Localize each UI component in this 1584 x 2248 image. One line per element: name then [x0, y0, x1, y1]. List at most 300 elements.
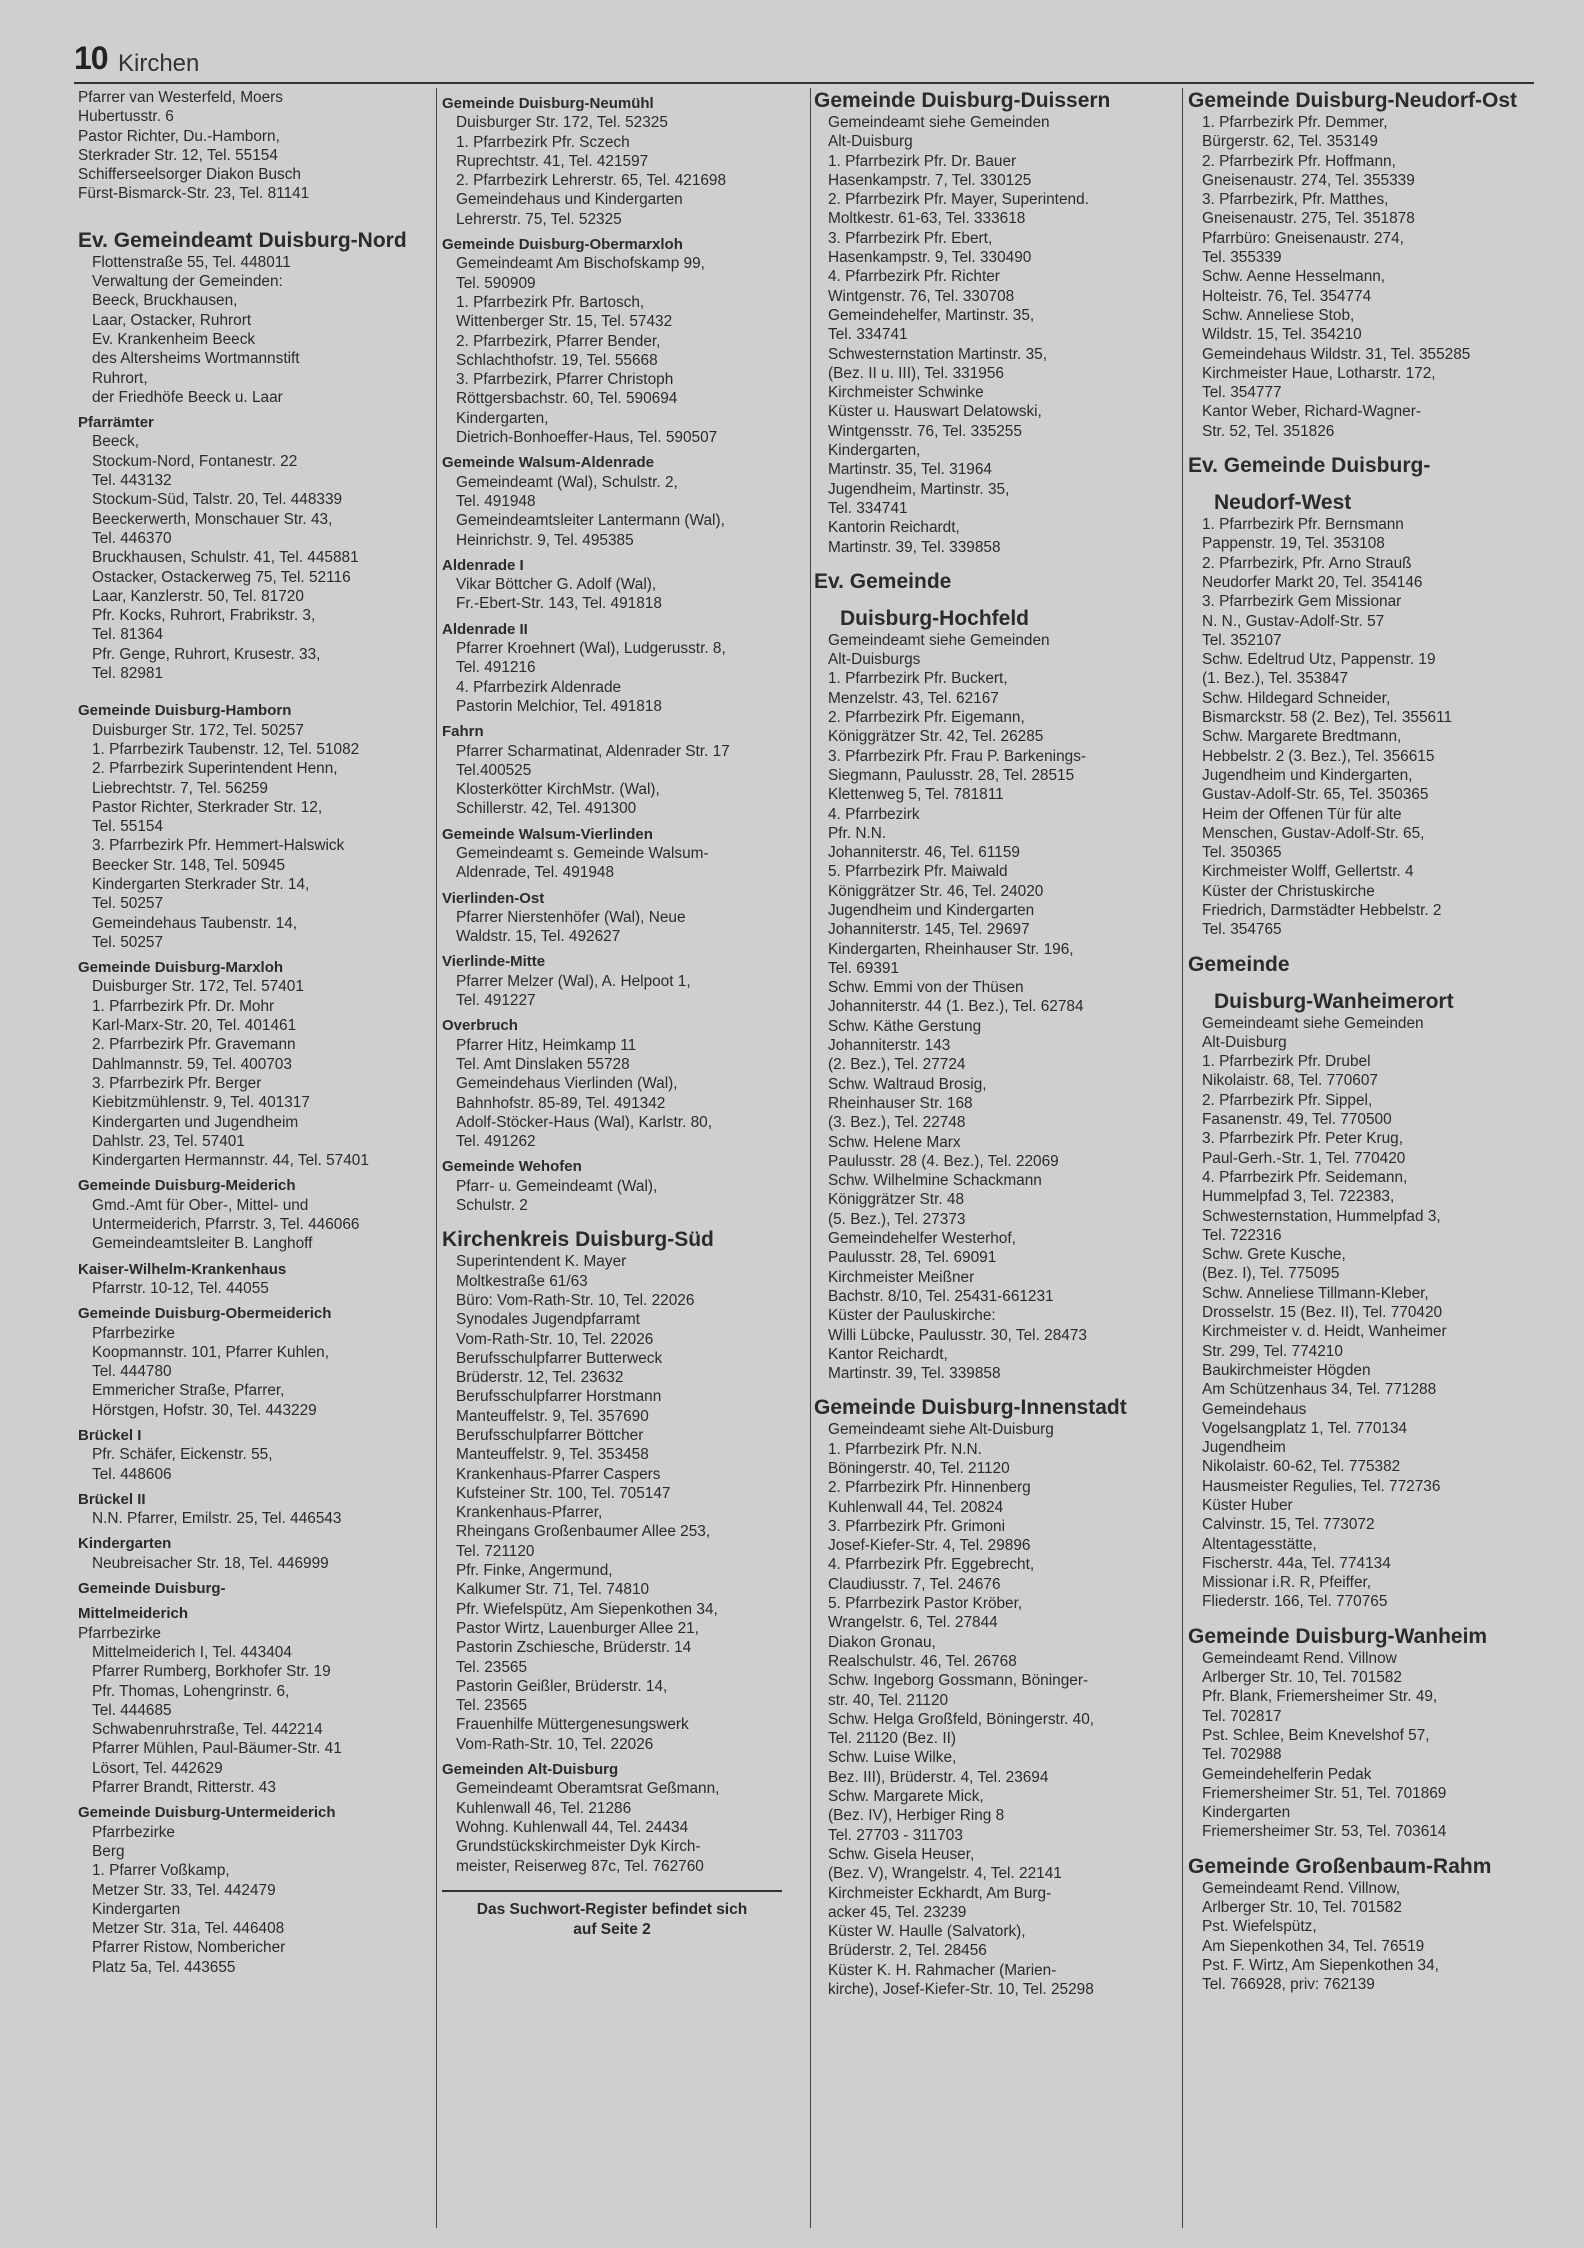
entry-line: 2. Pfarrbezirk, Pfr. Arno Strauß [1202, 554, 1412, 572]
entry-heading: Vierlinde-Mitte [442, 953, 546, 971]
entry-line: Kindergarten, [456, 409, 549, 427]
entry-line: Schw. Gisela Heuser, [828, 1845, 975, 1863]
entry-line: Tel.400525 [456, 761, 532, 779]
entry-line: Pappenstr. 19, Tel. 353108 [1202, 535, 1385, 553]
entry-line: Jugendheim [1202, 1439, 1286, 1457]
entry-line: Königgrätzer Str. 48 [828, 1191, 965, 1209]
entry-line: Schw. Käthe Gerstung [828, 1017, 982, 1035]
entry-line: Heinrichstr. 9, Tel. 495385 [456, 531, 634, 549]
entry-line: Kindergarten [1202, 1804, 1291, 1822]
entry-line: Schw. Wilhelmine Schackmann [828, 1172, 1042, 1190]
register-notice [442, 1890, 782, 1940]
entry-line: Koopmannstr. 101, Pfarrer Kuhlen, [92, 1343, 329, 1361]
entry-line: Adolf-Stöcker-Haus (Wal), Karlstr. 80, [456, 1113, 713, 1131]
entry-line: 1. Pfarrbezirk Pfr. Demmer, [1202, 114, 1388, 131]
directory-column-1 [78, 88, 436, 2238]
entry-lines [814, 113, 1180, 557]
section-heading: Gemeinde Duisburg-Wanheim [1188, 1624, 1488, 1648]
entry-lines [442, 742, 808, 819]
entry-lines [1188, 515, 1534, 940]
entry-line: 2. Pfarrbezirk, Pfarrer Bender, [456, 332, 661, 350]
entry-line: (1. Bez.), Tel. 353847 [1202, 670, 1349, 688]
entry-heading: Gemeinden Alt-Duisburg [442, 1761, 619, 1779]
entry-line: Pst. Wiefelspütz, [1202, 1918, 1317, 1936]
entry-line: Hasenkampstr. 9, Tel. 330490 [828, 249, 1032, 267]
entry-line: Tel. 334741 [828, 326, 908, 344]
entry-line: Rheinhauser Str. 168 [828, 1094, 973, 1112]
entry-line: Fischerstr. 44a, Tel. 774134 [1202, 1554, 1391, 1572]
entry-line: Gneisenaustr. 274, Tel. 355339 [1202, 171, 1415, 189]
entry-line: Dahlmannstr. 59, Tel. 400703 [92, 1055, 292, 1073]
entry-heading: Aldenrade II [442, 620, 528, 638]
entry-line: Tel. 443132 [92, 472, 172, 490]
entry-line: 2. Pfarrbezirk Pfr. Gravemann [92, 1036, 296, 1054]
entry-line: Schw. Emmi von der Thüsen [828, 979, 1024, 997]
entry-line: Schw. Ingeborg Gossmann, Böninger- [828, 1672, 1089, 1690]
entry-line: Schw. Margarete Bredtmann, [1202, 728, 1402, 746]
entry-line: Gemeindehaus Wildstr. 31, Tel. 355285 [1202, 345, 1471, 363]
entry-line: 2. Pfarrbezirk Pfr. Eigemann, [828, 709, 1025, 727]
entry-line: Tel. 23565 [456, 1658, 528, 1676]
entry-line: Pfarrer Mühlen, Paul-Bäumer-Str. 41 [92, 1740, 342, 1758]
entry-line: Tel. 354777 [1202, 384, 1282, 402]
section-heading: Kirchenkreis Duisburg-Süd [442, 1228, 714, 1252]
entry-line: Schw. Waltraud Brosig, [828, 1075, 987, 1093]
entry-heading: Gemeinde Duisburg- [78, 1580, 226, 1598]
entry-line: Pfarrer Brandt, Ritterstr. 43 [92, 1779, 276, 1797]
entry-heading: Gemeinde Duisburg-Meiderich [78, 1177, 296, 1195]
entry-line: Gemeindehaus [1202, 1400, 1307, 1418]
entry-line: Tel. 702817 [1202, 1707, 1282, 1725]
notice-line: Das Suchwort-Register befindet sich [476, 1900, 748, 1918]
entry-lines [442, 908, 808, 947]
entry-line: Calvinstr. 15, Tel. 773072 [1202, 1516, 1375, 1534]
page-section-title: Kirchen [118, 50, 200, 77]
entry-line: Pfarrbezirke [92, 1324, 175, 1342]
entry-line: Laar, Kanzlerstr. 50, Tel. 81720 [92, 587, 304, 605]
entry-heading: Aldenrade I [442, 556, 524, 574]
entry-line: Paulusstr. 28, Tel. 69091 [828, 1249, 997, 1267]
entry-lines [442, 1252, 808, 1754]
entry-line: Berufsschulpfarrer Horstmann [456, 1388, 662, 1406]
entry-line: 3. Pfarrbezirk Pfr. Ebert, [828, 229, 993, 247]
entry-line: Pfarrer Ristow, Nombericher [92, 1939, 286, 1957]
entry-line: Schw. Helga Großfeld, Böningerstr. 40, [828, 1710, 1095, 1728]
entry-line: Vogelsangplatz 1, Tel. 770134 [1202, 1419, 1408, 1437]
entry-line: Friemersheimer Str. 51, Tel. 701869 [1202, 1784, 1447, 1802]
entry-line: Frauenhilfe Müttergenesungswerk [456, 1716, 689, 1734]
entry-line: Tel. 334741 [828, 499, 908, 517]
entry-line: Neudorfer Markt 20, Tel. 354146 [1202, 573, 1423, 591]
entry-lines [1188, 1879, 1534, 1995]
entry-lines [442, 1779, 808, 1875]
entry-line: 3. Pfarrbezirk Pfr. Peter Krug, [1202, 1130, 1404, 1148]
column-divider [1182, 88, 1183, 2228]
entry-line: (2. Bez.), Tel. 27724 [828, 1056, 966, 1074]
entry-line: Bahnhofstr. 85-89, Tel. 491342 [456, 1094, 666, 1112]
entry-heading: Vierlinden-Ost [442, 889, 545, 907]
entry-line: Kufsteiner Str. 100, Tel. 705147 [456, 1484, 671, 1502]
entry-line: Tel. 50257 [92, 895, 164, 913]
entry-line: 4. Pfarrbezirk Aldenrade [456, 678, 622, 696]
entry-heading: Fahrn [442, 723, 484, 741]
entry-line: Hubertusstr. 6 [78, 108, 174, 126]
entry-line: Neubreisacher Str. 18, Tel. 446999 [92, 1554, 329, 1572]
entry-line: 3. Pfarrbezirk, Pfarrer Christoph [456, 371, 674, 389]
entry-line: Str. 52, Tel. 351826 [1202, 422, 1335, 440]
entry-line: Fr.-Ebert-Str. 143, Tel. 491818 [456, 595, 662, 613]
entry-line: Tel. 50257 [92, 933, 164, 951]
entry-line: Sterkrader Str. 12, Tel. 55154 [78, 146, 278, 164]
entry-line: Nikolaistr. 60-62, Tel. 775382 [1202, 1458, 1401, 1476]
entry-heading: Gemeinde Wehofen [442, 1158, 582, 1176]
entry-line: Pst. F. Wirtz, Am Siepenkothen 34, [1202, 1956, 1439, 1974]
entry-line: Grundstückskirchmeister Dyk Kirch- [456, 1838, 701, 1856]
entry-line: 5. Pfarrbezirk Pfr. Maiwald [828, 863, 1008, 881]
entry-line: Schifferseelsorger Diakon Busch [78, 166, 301, 184]
entry-line: Schw. Edeltrud Utz, Pappenstr. 19 [1202, 651, 1436, 669]
entry-line: Gemeindeamt siehe Gemeinden [828, 114, 1050, 131]
entry-line: Pfr. Schäfer, Eickenstr. 55, [92, 1446, 273, 1464]
entry-line: Stockum-Nord, Fontanestr. 22 [92, 452, 298, 470]
entry-line: Schw. Margarete Mick, [828, 1788, 984, 1806]
entry-heading: Pfarrämter [78, 414, 154, 432]
entry-line: Fasanenstr. 49, Tel. 770500 [1202, 1111, 1392, 1129]
entry-line: 4. Pfarrbezirk Pfr. Richter [828, 268, 1000, 286]
entry-line: 3. Pfarrbezirk Gem Missionar [1202, 593, 1402, 611]
entry-line: 2. Pfarrbezirk Pfr. Hinnenberg [828, 1479, 1031, 1497]
entry-line: des Altersheims Wortmannstift [92, 350, 300, 368]
entry-line: Manteuffelstr. 9, Tel. 353458 [456, 1446, 649, 1464]
entry-line: 1. Pfarrbezirk Pfr. Dr. Mohr [92, 997, 275, 1015]
entry-heading: Brückel II [78, 1490, 146, 1508]
entry-line: Gemeindeamt s. Gemeinde Walsum- [456, 844, 709, 862]
entry-line: Krankenhaus-Pfarrer Caspers [456, 1465, 661, 1483]
entry-line: Wittenberger Str. 15, Tel. 57432 [456, 313, 673, 331]
entry-line: Pst. Schlee, Beim Knevelshof 57, [1202, 1726, 1430, 1744]
entry-lines [1188, 1649, 1534, 1842]
entry-line: Menschen, Gustav-Adolf-Str. 65, [1202, 824, 1425, 842]
entry-lines [78, 1445, 436, 1484]
entry-lines [78, 977, 436, 1170]
notice-line: auf Seite 2 [573, 1920, 651, 1938]
entry-line: Fliederstr. 166, Tel. 770765 [1202, 1593, 1388, 1611]
entry-line: Lehrerstr. 75, Tel. 52325 [456, 210, 622, 228]
entry-line: meister, Reiserweg 87c, Tel. 762760 [456, 1857, 704, 1875]
entry-line: Tel. 444780 [92, 1363, 172, 1381]
entry-line: Pastorin Zschiesche, Brüderstr. 14 [456, 1639, 692, 1657]
entry-lines [78, 721, 436, 953]
entry-line: Hasenkampstr. 7, Tel. 330125 [828, 171, 1032, 189]
entry-line: Pastor Richter, Du.-Hamborn, [78, 127, 280, 145]
entry-line: Altentagesstätte, [1202, 1535, 1317, 1553]
entry-line: 2. Pfarrbezirk Superintendent Henn, [92, 760, 338, 778]
spacer [78, 204, 436, 216]
entry-lines [78, 1823, 436, 1977]
entry-lines [78, 253, 436, 407]
entry-line: Kantor Weber, Richard-Wagner- [1202, 403, 1421, 421]
entry-line: Tel. 590909 [456, 274, 536, 292]
entry-line: Pfarrbezirke [92, 1823, 175, 1841]
entry-line: Vom-Rath-Str. 10, Tel. 22026 [456, 1735, 654, 1753]
entry-line: Realschulstr. 46, Tel. 26768 [828, 1652, 1017, 1670]
entry-line: Gmd.-Amt für Ober-, Mittel- und [92, 1196, 309, 1214]
entry-lines [78, 88, 436, 204]
entry-line: Brüderstr. 2, Tel. 28456 [828, 1942, 987, 1960]
entry-line: 2. Pfarrbezirk Pfr. Sippel, [1202, 1091, 1373, 1109]
section-heading: Gemeinde Duisburg-Duissern [814, 89, 1111, 112]
entry-line: Pfarrer Nierstenhöfer (Wal), Neue [456, 908, 686, 926]
entry-line: Pfarrbezirke [78, 1624, 161, 1642]
entry-line: acker 45, Tel. 23239 [828, 1903, 967, 1921]
entry-line: Pfr. Genge, Ruhrort, Krusestr. 33, [92, 645, 321, 663]
entry-line: Krankenhaus-Pfarrer, [456, 1504, 603, 1522]
entry-lines [442, 972, 808, 1011]
entry-line: Tel. 766928, priv: 762139 [1202, 1976, 1375, 1994]
entry-heading: Gemeinde Walsum-Aldenrade [442, 454, 654, 472]
entry-line: str. 40, Tel. 21120 [828, 1691, 949, 1709]
entry-line: Tel. 702988 [1202, 1746, 1282, 1764]
entry-line: 1. Pfarrbezirk Pfr. Drubel [1202, 1053, 1371, 1071]
entry-line: Heim der Offenen Tür für alte [1202, 805, 1402, 823]
entry-line: Beeck, Bruckhausen, [92, 292, 238, 310]
entry-heading: Overbruch [442, 1017, 518, 1035]
entry-line: Tel. 491948 [456, 492, 536, 510]
entry-lines [78, 1509, 436, 1528]
entry-line: Claudiusstr. 7, Tel. 24676 [828, 1575, 1001, 1593]
entry-line: Königgrätzer Str. 42, Tel. 26285 [828, 728, 1044, 746]
entry-line: Hebbelstr. 2 (3. Bez.), Tel. 356615 [1202, 747, 1435, 765]
entry-line: (Bez. V), Wrangelstr. 4, Tel. 22141 [828, 1865, 1062, 1883]
entry-line: Ruhrort, [92, 369, 148, 387]
entry-lines [442, 113, 808, 229]
entry-line: Pastorin Melchior, Tel. 491818 [456, 697, 662, 715]
entry-line: Jugendheim und Kindergarten, [1202, 766, 1413, 784]
entry-line: Pfr. Finke, Angermund, [456, 1562, 613, 1580]
entry-line: Pfarrer Hitz, Heimkamp 11 [456, 1036, 637, 1054]
entry-line: Wildstr. 15, Tel. 354210 [1202, 326, 1362, 344]
entry-line: Kirchmeister Eckhardt, Am Burg- [828, 1884, 1052, 1902]
entry-line: Röttgersbachstr. 60, Tel. 590694 [456, 390, 678, 408]
entry-line: Karl-Marx-Str. 20, Tel. 401461 [92, 1017, 297, 1035]
entry-line: Küster K. H. Rahmacher (Marien- [828, 1961, 1057, 1979]
entry-line: Nikolaistr. 68, Tel. 770607 [1202, 1072, 1378, 1090]
entry-heading: Gemeinde Duisburg-Untermeiderich [78, 1804, 336, 1822]
entry-line: Küster der Pauluskirche: [828, 1307, 996, 1325]
section-heading: Gemeinde Großenbaum-Rahm [1188, 1854, 1492, 1878]
entry-line: Gustav-Adolf-Str. 65, Tel. 350365 [1202, 786, 1429, 804]
entry-line: Am Schützenhaus 34, Tel. 771288 [1202, 1381, 1437, 1399]
entry-line: Duisburger Str. 172, Tel. 52325 [456, 114, 668, 132]
entry-heading: Gemeinde Duisburg-Obermarxloh [442, 236, 683, 254]
entry-line: Kindergarten Sterkrader Str. 14, [92, 875, 310, 893]
entry-line: Tel. 444685 [92, 1701, 172, 1719]
entry-line: Johanniterstr. 44 (1. Bez.), Tel. 62784 [828, 998, 1084, 1016]
entry-lines [78, 432, 436, 683]
entry-line: Tel. 352107 [1202, 631, 1282, 649]
entry-line: Gemeindehaus Vierlinden (Wal), [456, 1075, 678, 1093]
entry-line: 2. Pfarrbezirk Pfr. Mayer, Superintend. [828, 191, 1089, 209]
entry-line: Metzer Str. 33, Tel. 442479 [92, 1881, 276, 1899]
entry-line: Friedrich, Darmstädter Hebbelstr. 2 [1202, 901, 1442, 919]
entry-line: Bürgerstr. 62, Tel. 353149 [1202, 133, 1378, 151]
entry-line: Fürst-Bismarck-Str. 23, Tel. 81141 [78, 185, 310, 203]
entry-line: Schulstr. 2 [456, 1197, 528, 1215]
section-heading: Duisburg-Hochfeld [840, 606, 1029, 630]
entry-line: Josef-Kiefer-Str. 4, Tel. 29896 [828, 1537, 1031, 1555]
page-number: 10 [74, 40, 108, 76]
entry-heading: Kaiser-Wilhelm-Krankenhaus [78, 1260, 287, 1278]
entry-lines [442, 254, 808, 447]
entry-line: Küster Huber [1202, 1497, 1293, 1514]
entry-line: Wintgenstr. 76, Tel. 330708 [828, 287, 1015, 305]
entry-line: Gemeindeamt Oberamtsrat Geßmann, [456, 1780, 720, 1798]
entry-line: Küster W. Haulle (Salvatork), [828, 1923, 1026, 1941]
entry-line: Klosterkötter KirchMstr. (Wal), [456, 781, 660, 799]
entry-line: Schw. Luise Wilke, [828, 1749, 957, 1767]
entry-line: Gemeindeamt Am Bischofskamp 99, [456, 255, 705, 273]
entry-line: Kindergarten Hermannstr. 44, Tel. 57401 [92, 1152, 369, 1170]
entry-line: Pfr. Wiefelspütz, Am Siepenkothen 34, [456, 1600, 718, 1618]
entry-line: 2. Pfarrbezirk Pfr. Hoffmann, [1202, 152, 1396, 170]
entry-line: Arlberger Str. 10, Tel. 701582 [1202, 1669, 1402, 1687]
entry-heading: Brückel I [78, 1427, 142, 1444]
entry-line: Pfr. Blank, Friemersheimer Str. 49, [1202, 1688, 1438, 1706]
entry-line: Tel. 21120 (Bez. II) [828, 1730, 957, 1748]
entry-line: Tel. 82981 [92, 665, 164, 683]
entry-heading: Gemeinde Duisburg-Marxloh [78, 959, 284, 977]
entry-line: Gemeindeamtsleiter Lantermann (Wal), [456, 512, 725, 530]
directory-column-3 [814, 88, 1180, 2238]
entry-line: Ev. Krankenheim Beeck [92, 330, 256, 348]
entry-line: Gemeindeamt (Wal), Schulstr. 2, [456, 473, 678, 491]
entry-line: kirche), Josef-Kiefer-Str. 10, Tel. 25298 [828, 1981, 1094, 1999]
entry-line: Gemeindeamt Rend. Villnow [1202, 1649, 1397, 1667]
entry-line: Metzer Str. 31a, Tel. 446408 [92, 1920, 285, 1938]
entry-line: Liebrechtstr. 7, Tel. 56259 [92, 779, 268, 797]
entry-line: Emmericher Straße, Pfarrer, [92, 1382, 285, 1400]
entry-line: Untermeiderich, Pfarrstr. 3, Tel. 446066 [92, 1216, 360, 1234]
entry-line: Laar, Ostacker, Ruhrort [92, 311, 252, 329]
entry-line: Gemeindehelfer Westerhof, [828, 1230, 1016, 1248]
entry-lines [78, 1554, 436, 1573]
entry-line: Pfarrer van Westerfeld, Moers [78, 89, 283, 106]
entry-line: Hörstgen, Hofstr. 30, Tel. 443229 [92, 1401, 317, 1419]
entry-line: Kalkumer Str. 71, Tel. 74810 [456, 1581, 650, 1599]
entry-heading: Gemeinde Walsum-Vierlinden [442, 825, 653, 843]
entry-line: Hummelpfad 3, Tel. 722383, [1202, 1188, 1395, 1206]
page-header [74, 40, 1534, 84]
entry-line: 1. Pfarrbezirk Pfr. Bernsmann [1202, 516, 1404, 534]
entry-lines [442, 1036, 808, 1152]
entry-line: Alt-Duisburgs [828, 651, 921, 669]
entry-line: Schw. Anneliese Stob, [1202, 306, 1355, 324]
entry-line: Waldstr. 15, Tel. 492627 [456, 928, 621, 946]
entry-line: Menzelstr. 43, Tel. 62167 [828, 689, 999, 707]
entry-line: Baukirchmeister Högden [1202, 1361, 1371, 1379]
entry-line: Tel. 55154 [92, 818, 164, 836]
entry-line: Vikar Böttcher G. Adolf (Wal), [456, 576, 657, 594]
entry-line: Tel. 491216 [456, 659, 536, 677]
entry-line: Siegmann, Paulusstr. 28, Tel. 28515 [828, 766, 1075, 784]
entry-line: Superintendent K. Mayer [456, 1253, 627, 1271]
entry-line: Drosselstr. 15 (Bez. II), Tel. 770420 [1202, 1304, 1443, 1322]
entry-line: Tel. 23565 [456, 1697, 528, 1715]
entry-line: Gemeindeamt Rend. Villnow, [1202, 1879, 1401, 1897]
entry-line: Kirchmeister v. d. Heidt, Wanheimer [1202, 1323, 1447, 1341]
directory-column-4 [1188, 88, 1534, 2238]
entry-line: Missionar i.R. R, Pfeiffer, [1202, 1574, 1372, 1592]
entry-line: Tel. 355339 [1202, 249, 1282, 267]
entry-line: Kirchmeister Schwinke [828, 384, 984, 402]
entry-lines [442, 473, 808, 550]
entry-line: (Bez. II u. III), Tel. 331956 [828, 364, 1004, 382]
entry-lines [78, 1324, 436, 1420]
entry-line: Pfr. N.N. [828, 824, 887, 842]
entry-line: Pastor Richter, Sterkrader Str. 12, [92, 798, 323, 816]
entry-lines [814, 1420, 1180, 1999]
entry-lines [78, 1624, 436, 1643]
entry-line: Martinstr. 35, Tel. 31964 [828, 461, 992, 479]
entry-line: Berufsschulpfarrer Butterweck [456, 1349, 663, 1367]
entry-line: Moltkestr. 61-63, Tel. 333618 [828, 210, 1026, 228]
entry-line: 4. Pfarrbezirk Pfr. Seidemann, [1202, 1168, 1408, 1186]
entry-line: Lösort, Tel. 442629 [92, 1759, 223, 1777]
entry-line: Martinstr. 39, Tel. 339858 [828, 538, 1001, 556]
entry-line: Moltkestraße 61/63 [456, 1272, 588, 1290]
entry-line: Paulusstr. 28 (4. Bez.), Tel. 22069 [828, 1152, 1059, 1170]
entry-line: 1. Pfarrer Voßkamp, [92, 1862, 230, 1880]
entry-line: Gemeindeamtsleiter B. Langhoff [92, 1235, 313, 1253]
entry-line: Kirchmeister Meißner [828, 1268, 975, 1286]
entry-line: Duisburger Str. 172, Tel. 57401 [92, 978, 304, 996]
entry-line: (Bez. IV), Herbiger Ring 8 [828, 1807, 1005, 1825]
entry-line: Wohng. Kuhlenwall 44, Tel. 24434 [456, 1818, 689, 1836]
entry-line: Stockum-Süd, Talstr. 20, Tel. 448339 [92, 491, 343, 509]
entry-line: Tel. 491227 [456, 992, 536, 1010]
entry-lines [1188, 113, 1534, 441]
entry-lines [1188, 1014, 1534, 1612]
entry-heading: Kindergarten [78, 1535, 172, 1553]
entry-line: Schw. Anneliese Tillmann-Kleber, [1202, 1284, 1429, 1302]
entry-line: N.N. Pfarrer, Emilstr. 25, Tel. 446543 [92, 1510, 342, 1528]
entry-line: Beeckerwerth, Monschauer Str. 43, [92, 510, 333, 528]
entry-line: Tel. 27703 - 311703 [828, 1826, 963, 1844]
entry-line: 4. Pfarrbezirk [828, 805, 920, 823]
entry-line: Flottenstraße 55, Tel. 448011 [92, 253, 291, 271]
entry-line: Wintgensstr. 76, Tel. 335255 [828, 422, 1022, 440]
section-heading: Ev. Gemeinde Duisburg- [1188, 454, 1431, 478]
column-divider [436, 88, 437, 2228]
entry-line: Tel. Amt Dinslaken 55728 [456, 1055, 630, 1073]
entry-line: der Friedhöfe Beeck u. Laar [92, 388, 283, 406]
entry-line: 5. Pfarrbezirk Pastor Kröber, [828, 1595, 1023, 1613]
entry-lines [78, 1196, 436, 1254]
entry-line: Berg [92, 1842, 125, 1860]
entry-line: Schw. Hildegard Schneider, [1202, 689, 1391, 707]
entry-lines [78, 1643, 436, 1797]
entry-line: Gemeindehaus Taubenstr. 14, [92, 914, 298, 932]
entry-line: Johanniterstr. 145, Tel. 29697 [828, 921, 1030, 939]
entry-line: Beeck, [92, 433, 140, 451]
entry-line: Tel. 81364 [92, 626, 164, 644]
entry-line: Verwaltung der Gemeinden: [92, 273, 283, 291]
entry-line: Kantorin Reichardt, [828, 519, 960, 537]
entry-line: Gemeindeamt siehe Gemeinden [1202, 1014, 1424, 1032]
entry-line: Pfarrer Rumberg, Borkhofer Str. 19 [92, 1663, 331, 1681]
entry-line: Kirchmeister Wolff, Gellertstr. 4 [1202, 863, 1414, 881]
entry-line: Beecker Str. 148, Tel. 50945 [92, 856, 286, 874]
